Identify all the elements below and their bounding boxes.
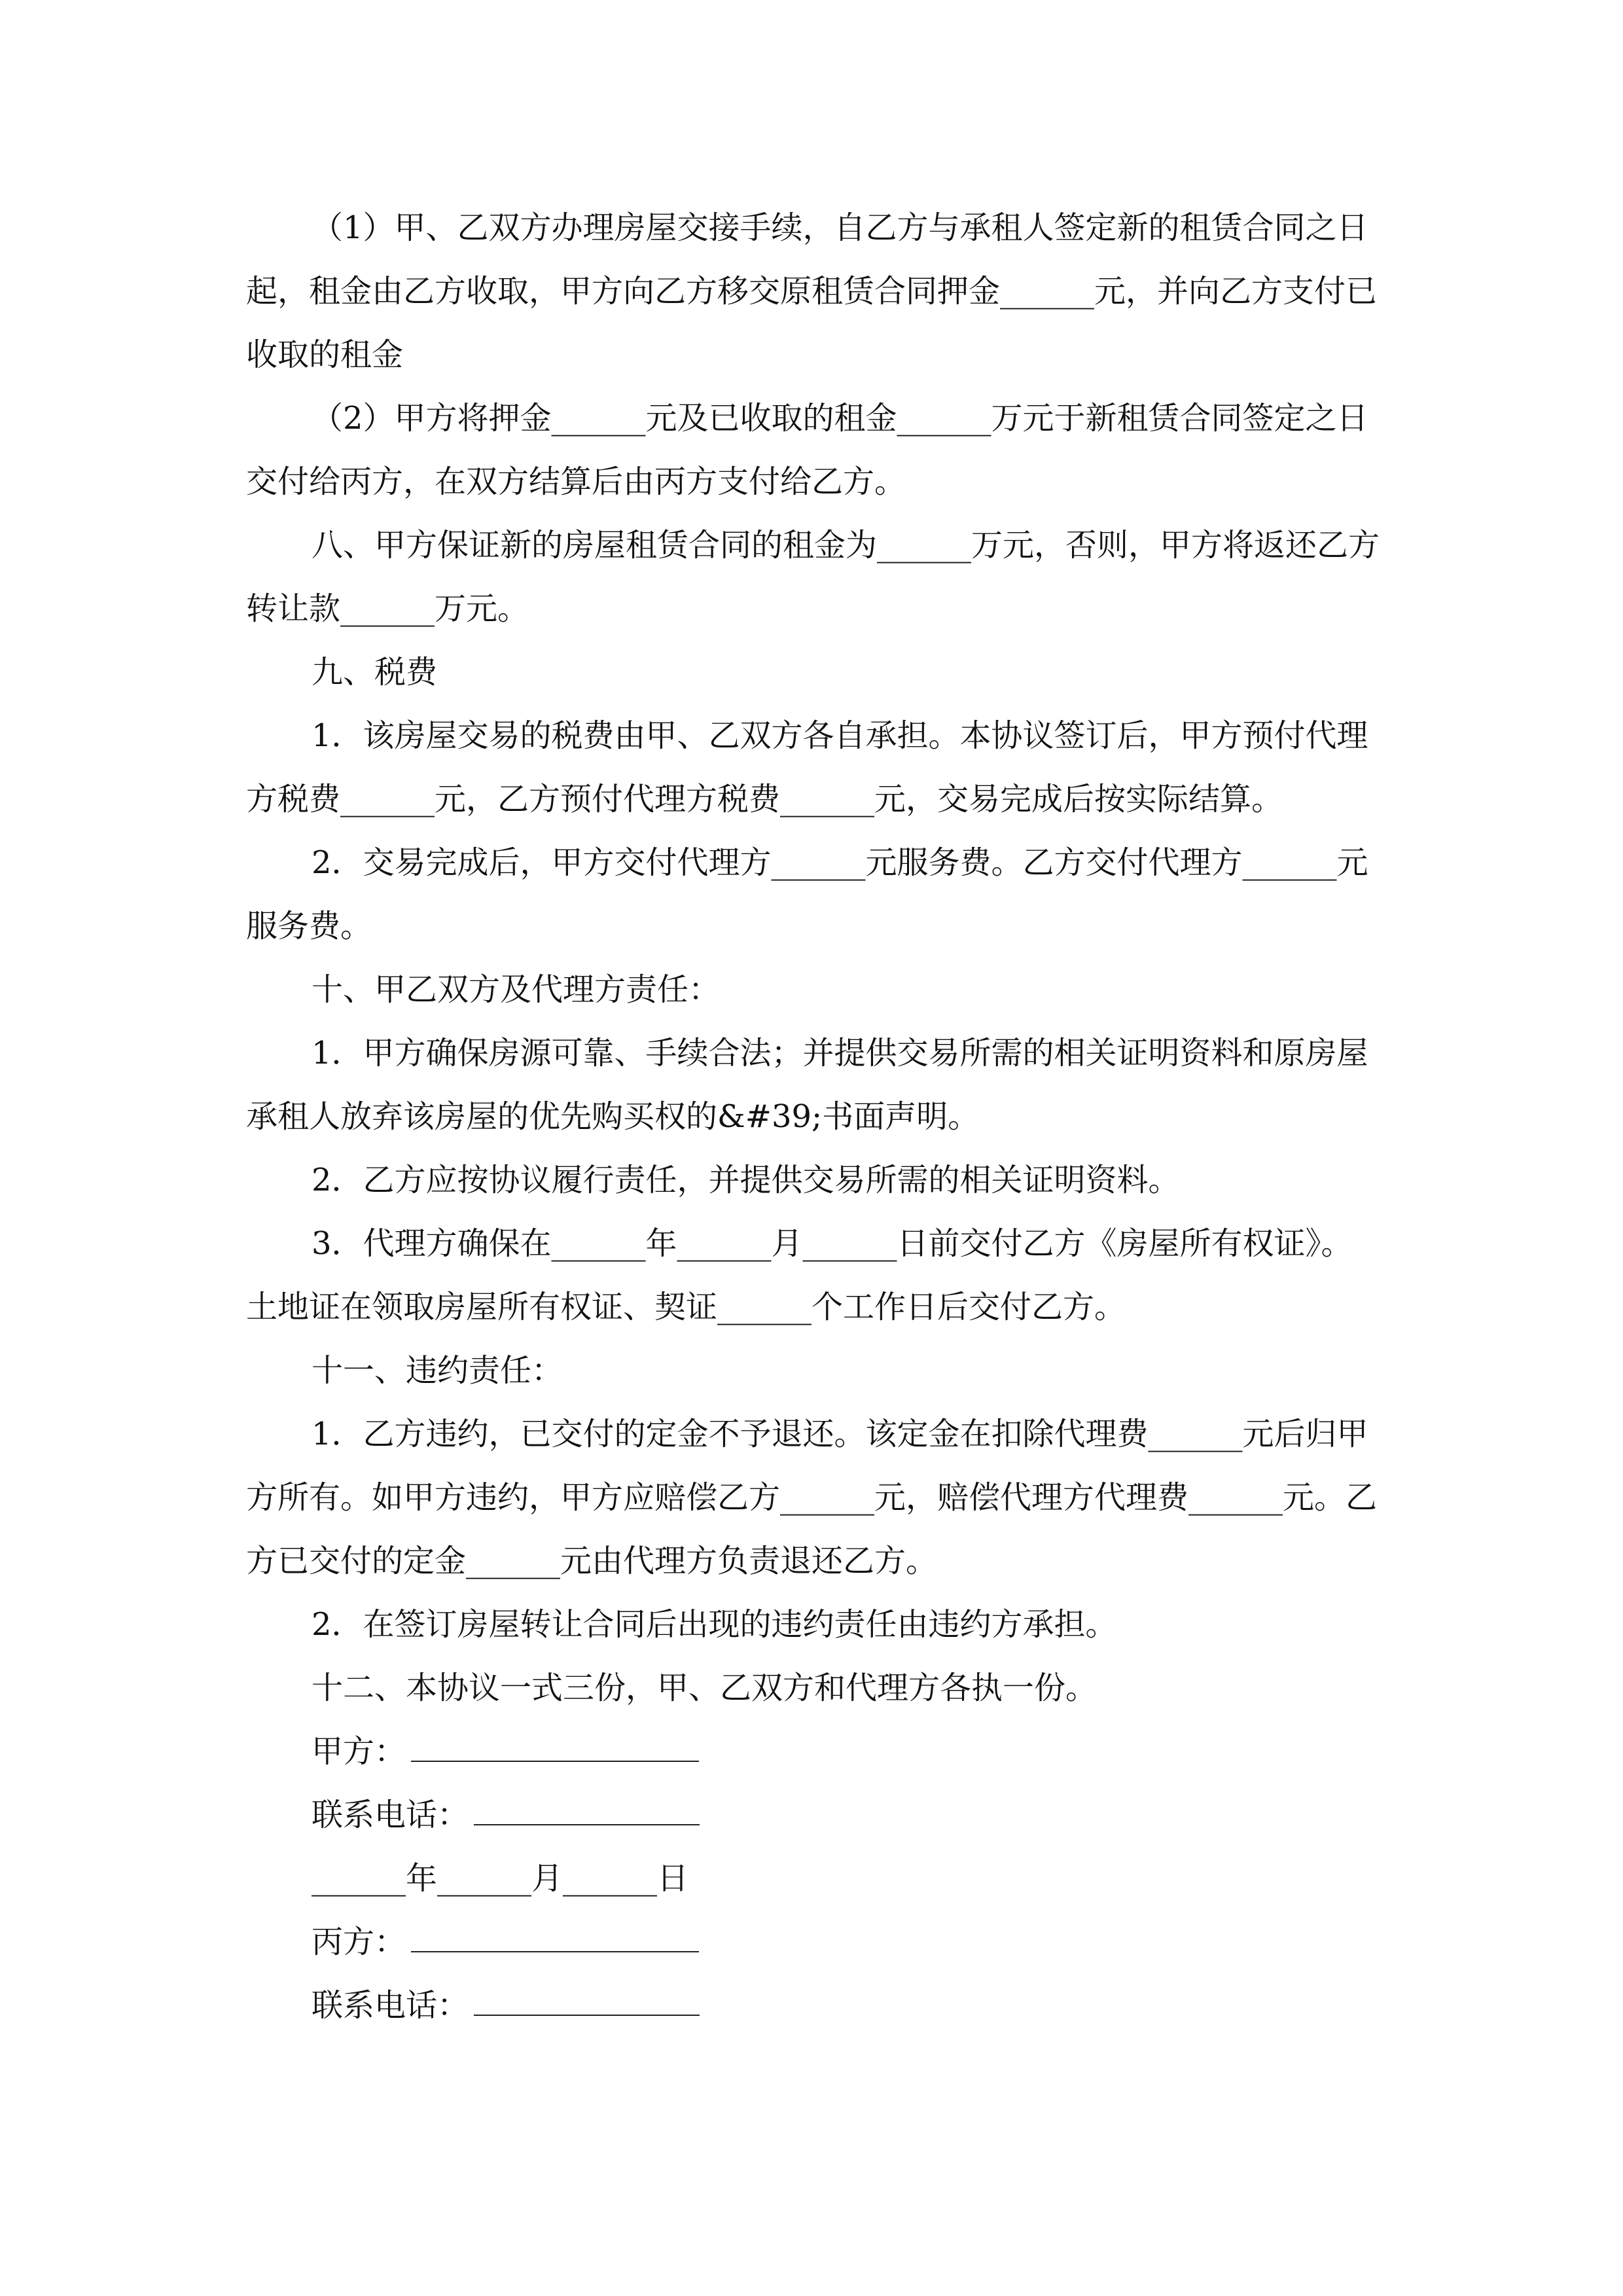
party-a-phone-blank <box>474 1787 700 1825</box>
date-text: ______年______月______日 <box>312 1860 689 1897</box>
section-heading: 十、甲乙双方及代理方责任： <box>312 971 721 1008</box>
clause-paragraph: 2．在签订房屋转让合同后出现的违约责任由违约方承担。 <box>312 1606 1117 1643</box>
clause-paragraph: （2）甲方将押金______元及已收取的租金______万元于新租赁合同签定之日交付给丙方，在双方结算后由丙方支付给乙方。 <box>246 400 1368 500</box>
clause-paragraph: 八、甲方保证新的房屋租赁合同的租金为______万元，否则，甲方将返还乙方转让款______万元。 <box>246 527 1380 627</box>
clause-paragraph: 1．该房屋交易的税费由甲、乙双方各自承担。本协议签订后，甲方预付代理方税费______元，乙方预付代理方税费______元，交易完成后按实际结算。 <box>246 717 1368 817</box>
party-c-phone-blank <box>474 1978 700 2016</box>
clause-paragraph: 3．代理方确保在______年______月______日前交付乙方《房屋所有权证》。土地证在领取房屋所有权证、契证______个工作日后交付乙方。 <box>246 1225 1353 1325</box>
party-a-label: 甲方： <box>312 1733 406 1770</box>
party-c-phone-label: 联系电话： <box>312 1987 469 2024</box>
party-a-phone-label: 联系电话： <box>312 1797 469 1833</box>
party-c-label: 丙方： <box>312 1924 406 1960</box>
clause-paragraph: 1．乙方违约，已交付的定金不予退还。该定金在扣除代理费______元后归甲方所有。如甲方违约，甲方应赔偿乙方______元，赔偿代理方代理费______元。乙方已交付的定金______元由代理方负责退还乙方。 <box>246 1416 1378 1579</box>
party-c-signature-line <box>312 1910 1381 1974</box>
document-body <box>246 196 1381 2037</box>
party-c-phone-line <box>312 1974 1381 2037</box>
clause-paragraph: （1）甲、乙双方办理房屋交接手续，自乙方与承租人签定新的租赁合同之日起，租金由乙方收取，甲方向乙方移交原租赁合同押金______元，并向乙方支付已收取的租金 <box>246 209 1378 373</box>
clause-paragraph: 2．乙方应按协议履行责任，并提供交易所需的相关证明资料。 <box>312 1162 1180 1198</box>
clause-paragraph: 2．交易完成后，甲方交付代理方______元服务费。乙方交付代理方______元服务费。 <box>246 844 1368 944</box>
section-heading: 九、税费 <box>312 654 438 691</box>
section-heading: 十一、违约责任： <box>312 1352 563 1389</box>
clause-paragraph: 十二、本协议一式三份，甲、乙双方和代理方各执一份。 <box>312 1670 1097 1706</box>
clause-paragraph: 1．甲方确保房源可靠、手续合法；并提供交易所需的相关证明资料和原房屋承租人放弃该房屋的优先购买权的&#39;书面声明。 <box>246 1035 1368 1135</box>
party-a-signature-line <box>312 1720 1381 1784</box>
date-line <box>312 1847 1381 1910</box>
party-a-blank <box>411 1724 699 1762</box>
party-a-phone-line <box>312 1784 1381 1847</box>
party-c-blank <box>411 1914 699 1952</box>
